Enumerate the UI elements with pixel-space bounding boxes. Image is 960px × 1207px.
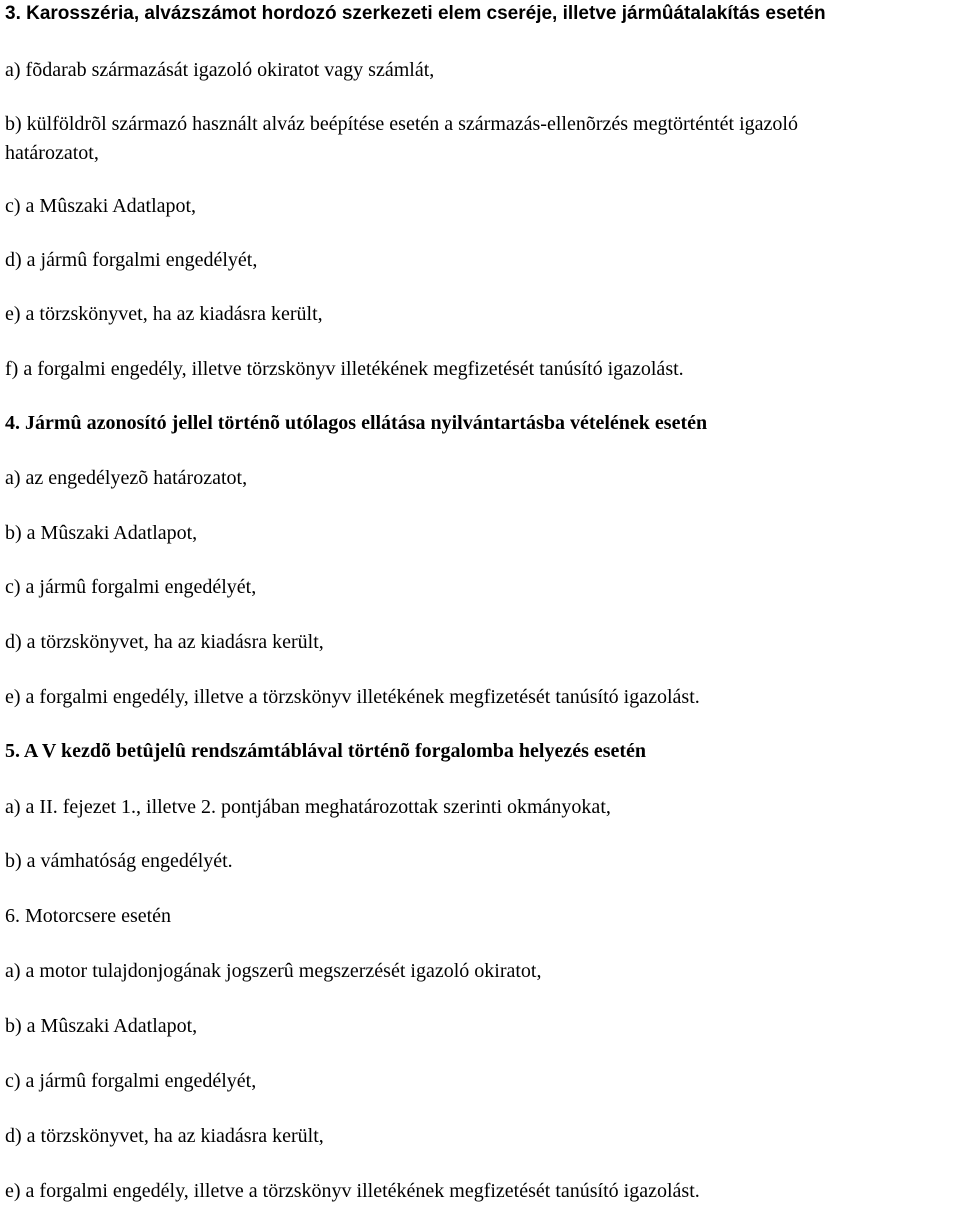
section-4-item-a: a) az engedélyezõ határozatot, (5, 467, 248, 489)
section-3-heading: 3. Karosszéria, alvázszámot hordozó szerkezeti elem cseréje, illetve jármûátalakítás esetén (5, 3, 826, 24)
section-4-item-e: e) a forgalmi engedély, illetve a törzskönyv illetékének megfizetését tanúsító igazolást. (5, 686, 700, 708)
section-6-item-a: a) a motor tulajdonjogának jogszerû megszerzését igazoló okiratot, (5, 960, 542, 982)
section-3-item-e: e) a törzskönyvet, ha az kiadásra került, (5, 303, 323, 325)
section-4-item-d: d) a törzskönyvet, ha az kiadásra került, (5, 631, 324, 653)
section-3-item-b: b) külföldrõl származó használt alváz beépítése esetén a származás-ellenõrzés megtörténtét igazoló (5, 113, 798, 135)
section-6-heading: 6. Motorcsere esetén (5, 905, 172, 927)
section-3-item-c: c) a Mûszaki Adatlapot, (5, 195, 197, 217)
section-5-item-a: a) a II. fejezet 1., illetve 2. pontjában meghatározottak szerinti okmányokat, (5, 796, 611, 818)
section-6-item-d: d) a törzskönyvet, ha az kiadásra került, (5, 1125, 324, 1147)
section-4-heading: 4. Jármû azonosító jellel történõ utólagos ellátása nyilvántartásba vételének esetén (5, 412, 708, 434)
section-5-item-b: b) a vámhatóság engedélyét. (5, 850, 233, 872)
section-5-heading: 5. A V kezdõ betûjelû rendszámtáblával történõ forgalomba helyezés esetén (5, 740, 647, 762)
section-6-item-c: c) a jármû forgalmi engedélyét, (5, 1070, 257, 1092)
section-3-item-f: f) a forgalmi engedély, illetve törzskönyv illetékének megfizetését tanúsító igazolást. (5, 358, 684, 380)
section-4-item-b: b) a Mûszaki Adatlapot, (5, 522, 198, 544)
section-3-item-d: d) a jármû forgalmi engedélyét, (5, 249, 258, 271)
section-3-item-a: a) fõdarab származását igazoló okiratot vagy számlát, (5, 59, 435, 81)
section-6-item-b: b) a Mûszaki Adatlapot, (5, 1015, 198, 1037)
section-4-item-c: c) a jármû forgalmi engedélyét, (5, 576, 257, 598)
section-3-item-b-continued: határozatot, (5, 142, 99, 164)
section-6-item-e: e) a forgalmi engedély, illetve a törzskönyv illetékének megfizetését tanúsító igazolást. (5, 1180, 700, 1202)
